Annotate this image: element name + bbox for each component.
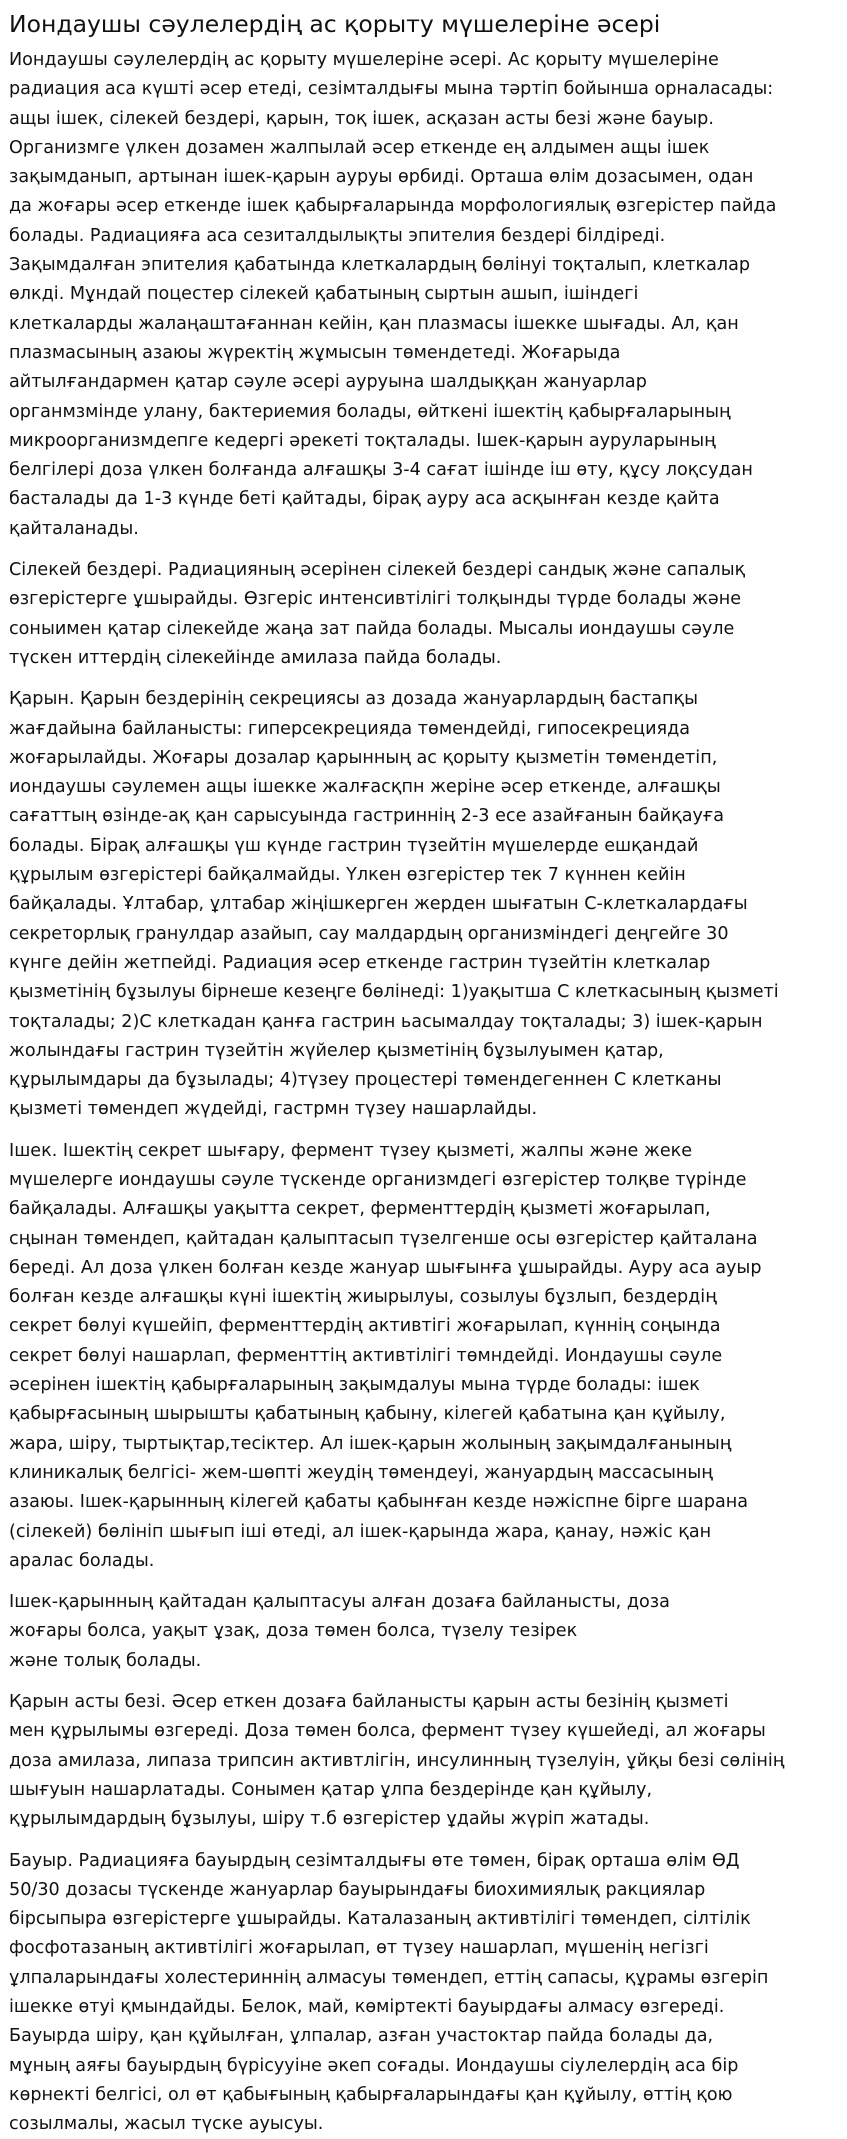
paragraph-stomach: Қарын. Қарын бездерінің секрециясы аз дозада жануарлардың бастапқы жағдайына байланысты: гиперсекрецияда төмендейді, гипосекрецияда жоғарылайды. Жоғары дозалар қарынның ас қорыту қызметін төмендетіп, иондаушы сәулемен ащы ішекке жалғасқпн жеріне әсер еткенде, алғашқы сағаттың өзінде-ақ қан сарысуында гастриннің 2-3 есе азайғанын байқауға болады. Бірақ алғашқы үш күнде гастрин түзейтін мүшелерде ешқандай құрылым өзгерістері байқалмайды. Үлкен өзгерістер тек 7 күннен кейін байқалады. Ұлтабар, ұлтабар жіңішкерген жерден шығатын С-клеткалардағы секреторлық гранулдар азайып, сау малдардың организміндегі деңгейге 30 күнге дейін жетпейді. Радиация әсер еткенде гастрин түзейтін клеткалар қызметінің бұзылуы бірнеше кезеңге бөлінеді: 1)уақытша С клеткасының қызметі тоқталады; 2)С клеткадан қанға гастрин ьасымалдау тоқталады; 3) ішек-қарын жолындағы гастрин түзейтін жүйелер қызметінің бұзылуымен қатар, құрылымдары да бұзылады; 4)түзеу процестері төмендегеннен С клетканы қызметі төмендеп жүдейді, гастрмн түзеу нашарлайды.: [9, 689, 779, 1120]
paragraph-intestine-recovery: Ішек-қарынның қайтадан қалыптасуы алған дозаға байланысты, доза жоғары болса, уақыт ұзақ, доза төмен болса, түзелу тезірек және толық болады.: [9, 1592, 670, 1671]
paragraph-digestive-organs: Иондаушы сәулелердің ас қорыту мүшелеріне әсері. Ас қорыту мүшелеріне радиация аса күшті әсер етеді, сезімталдығы мына тәртіп бойынша орналасады: ащы ішек, сілекей бездері, қарын, тоқ ішек, асқазан асты безі және бауыр. Организмге үлкен дозамен жалпылай әсер еткенде ең алдымен ащы ішек зақымданып, артынан ішек-қарын ауруы өрбиді. Орташа өлім дозасымен, одан да жоғары әсер еткенде ішек қабырғаларында морфологиялық өзгерістер пайда болады. Радиацияға аса сезиталдылықты эпителия бездері білдіреді. Зақымдалған эпителия қабатында клеткалардың бөлінуі тоқталып, клеткалар өлкді. Мұндай поцестер сілекей қабатының сыртын ашып, ішіндегі клеткаларды жалаңаштағаннан кейін, қан плазмасы ішекке шығады. Ал, қан плазмасының азаюы жүректің жұмысын төмендетеді. Жоғарыда айтылғандармен қатар сәуле әсері ауруына шалдыққан жануарлар органмзмінде улану, бактериемия болады, өйткені ішектің қабырғаларының микроорганизмдепге кедергі әрекеті тоқталады. Ішек-қарын ауруларының белгілері доза үлкен болғанда алғашқы 3-4 сағат ішінде іш өту, құсу лоқсудан басталады да 1-3 күнде беті қайтады, бірақ ауру аса асқынған кезде қайта қайталанады.: [9, 50, 777, 539]
paragraph-intestine: Ішек. Ішектің секрет шығару, фермент түзеу қызметі, жалпы және жеке мүшелерге иондаушы сәуле түскенде организмдегі өзгерістер толқве түрінде байқалады. Алғашқы уақытта секрет, ферменттердің қызметі жоғарылап, сңынан төмендеп, қайтадан қалыптасып түзелгенше осы өзгерістер қайталана береді. Ал доза үлкен болған кезде жануар шығынға ұшырайды. Ауру аса ауыр болған кезде алғашқы күні ішектің жиырылуы, созылуы бұзлып, бездердің секрет бөлуі күшейіп, ферменттердің активтігі жоғарылап, күннің соңында секрет бөлуі нашарлап, ферменттің активтілігі төмндейді. Иондаушы сәуле әсерінен ішектің қабырғаларының зақымдалуы мына түрде болады: ішек қабырғасының шырышты қабатының қабыну, кілегей қабатына қан құйылу, жара, шіру, тыртықтар,тесіктер. Ал ішек-қарын жолының зақымдалғанының клиникалық белгісі- жем-шөпті жеудің төмендеуі, жануардың массасының азаюы. Ішек-қарынның кілегей қабаты қабынған кезде нәжіспне бірге шарана (сілекей) бөлініп шығып іші өтеді, ал ішек-қарында жара, қанау, нәжіс қан аралас болады.: [9, 1140, 762, 1571]
paragraph-salivary-glands: Сілекей бездері. Радиацияның әсерінен сілекей бездері сандық және сапалық өзгерістерге ұшырайды. Өзгеріс интенсивтілігі толқынды түрде болады және соныимен қатар сілекейде жаңа зат пайда болады. Мысалы иондаушы сәуле түскен иттердің сілекейінде амилаза пайда болады.: [9, 560, 746, 668]
paragraph-pancreas: Қарын асты безі. Әсер еткен дозаға байланысты қарын асты безінің қызметі мен құрылымы өзгереді. Доза төмен болса, фермент түзеу күшейеді, ал жоғары доза амилаза, липаза трипсин активтлігін, инсулинның түзелуін, ұйқы безі сөлінің шығуын нашарлатады. Сонымен қатар ұлпа бездерінде қан құйылу, құрылымдардың бұзылуы, шіру т.б өзгерістер ұдайы жүріп жатады.: [9, 1692, 785, 1830]
page-title: Иондаушы сәулелердің ас қорыту мүшелеріне әсері: [9, 10, 661, 38]
paragraph-liver: Бауыр. Радиацияға бауырдың сезімталдығы өте төмен, бірақ орташа өлім ӨД 50/30 дозасы түскенде жануарлар бауырындағы биохимиялық ракциялар бірсыпыра өзгерістерге ұшырайды. Каталазаның активтілігі төмендеп, сілтілік фосфотазаның активтілігі жоғарылап, өт түзеу нашарлап, мүшенің негізгі ұлпаларындағы холестериннің алмасуы төмендеп, еттің сапасы, құрамы өзгеріп ішекке өтуі қмындайды. Белок, май, көміртекті бауырдағы алмасу өзгереді. Бауырда шіру, қан құйылған, ұлпалар, азған участоктар пайда болады да, мұның аяғы бауырдың бүрісууіне әкеп соғады. Иондаушы сіулелердің аса бір көрнекті белгісі, ол өт қабығының қабырғаларындағы қан құйылу, өттің қою созылмалы, жасыл түске ауысуы.: [9, 1850, 769, 2135]
